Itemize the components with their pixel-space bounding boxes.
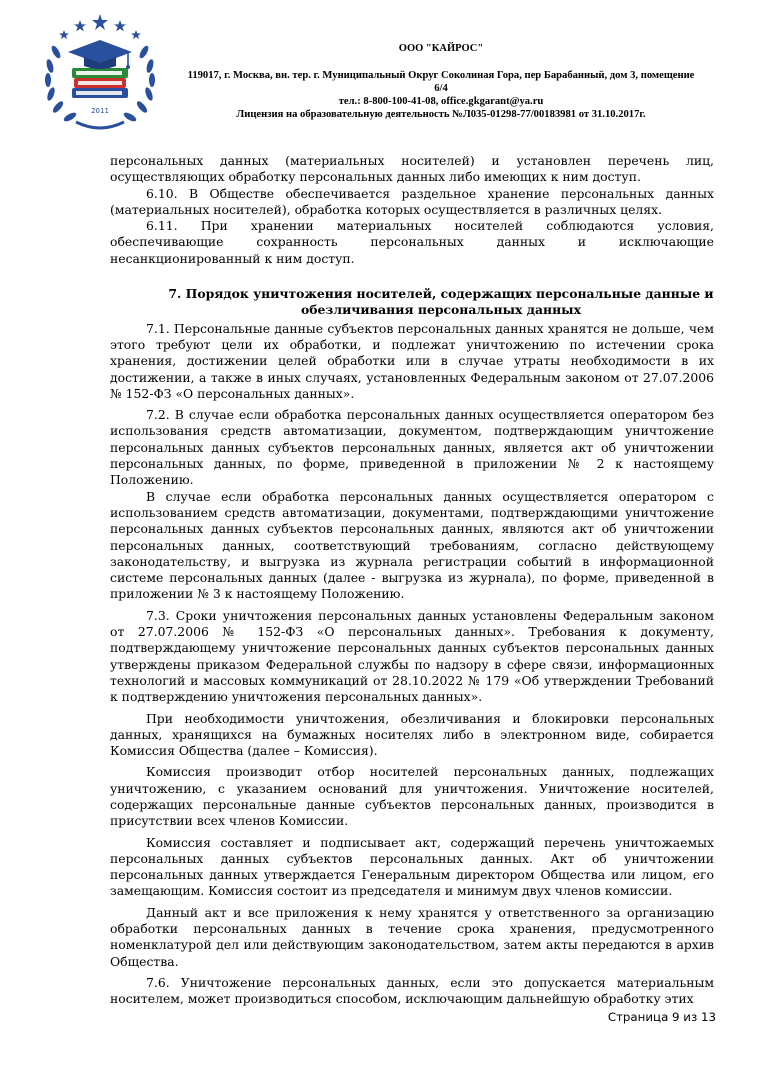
company-contacts: тел.: 8-800-100-41-08, office.gkgarant@ya.ru <box>338 96 544 107</box>
section-title-line-1: 7. Порядок уничтожения носителей, содержащих персональные данные и <box>168 286 714 302</box>
school-logo <box>36 12 164 136</box>
paragraph-7-3: 7.3. Сроки уничтожения персональных данных установлены Федеральным законом от 27.07.2006 № 152-ФЗ «О персональных данных». Требования к документу, подтверждающему уничтожение персональных данных субъектов персональных данных утверждены приказом Федеральной службы по надзору в сфере связи, информационных технологий и массовых коммуникаций от 28.10.2022 № 179 «Об утверждении Требований к подтверждению уничтожения персональных данных». <box>110 607 714 705</box>
paragraph-6-11: 6.11. При хранении материальных носителей соблюдаются условия, обеспечивающие сохранность персональных данных и исключающие несанкционированный к ним доступ. <box>110 218 714 266</box>
paragraph-continuation: персональных данных (материальных носителей) и установлен перечень лиц, осуществляющих обработку персональных данных либо имеющих к ним доступ. <box>110 153 714 185</box>
books-icon <box>72 68 128 98</box>
paragraph-commission: При необходимости уничтожения, обезличивания и блокировки персональных данных, хранящихся на бумажных носителях либо в электронном виде, собирается Комиссия Общества (далее – Комиссия). <box>110 710 714 759</box>
paragraph-7-2: 7.2. В случае если обработка персональных данных осуществляется оператором без использования средств автоматизации, документом, подтверждающим уничтожение персональных данных субъектов персональных данных, является акт об уничтожении персональных данных, по форме, приведенной в приложении № 2 к настоящему Положению. <box>110 407 714 488</box>
paragraph-selection: Комиссия производит отбор носителей персональных данных, подлежащих уничтожению, с указанием оснований для уничтожения. Уничтожение носителей, содержащих персональные данные субъектов персональных данных, производится в присутствии всех членов Комиссии. <box>110 764 714 829</box>
paragraph-storage: Данный акт и все приложения к нему хранятся у ответственного за организацию обработки персональных данных в течение срока хранения, предусмотренного номенклатурой дел или действующим законодательством, затем акты передаются в архив Общества. <box>110 904 714 969</box>
document-body <box>110 153 714 1008</box>
section-title-line-2: обезличивания персональных данных <box>301 302 581 318</box>
paragraph-7-2-automation: В случае если обработка персональных данных осуществляется оператором с использованием средств автоматизации, документами, подтверждающими уничтожение персональных данных субъектов персональных данных, являются акт об уничтожении персональных данных, соответствующий требованиям, согласно действующему законодательству, и выгрузка из журнала регистрации событий в информационной системе персональных данных (далее - выгрузка из журнала), по форме, приведенной в приложении № 3 к настоящему Положению. <box>110 488 714 602</box>
page-number: Страница 9 из 13 <box>607 1010 716 1024</box>
logo-year: 2011 <box>91 107 109 115</box>
company-name: ООО "КАЙРОС" <box>398 43 484 54</box>
graduation-cap-icon <box>68 40 132 69</box>
paragraph-7-6: 7.6. Уничтожение персональных данных, если это допускается материальным носителем, может производиться способом, исключающим дальнейшую обработку этих <box>110 974 714 1007</box>
company-license: Лицензия на образовательную деятельность №Л035-01298-77/00183981 от 31.10.2017г. <box>236 109 646 120</box>
letterhead <box>186 42 696 121</box>
paragraph-act: Комиссия составляет и подписывает акт, содержащий перечень уничтожаемых персональных данных субъектов персональных данных. Акт об уничтожении персональных данных утверждается Генеральным директором Общества или лицом, его замещающим. Комиссия состоит из председателя и минимум двух членов комиссии. <box>110 834 714 899</box>
company-address: 119017, г. Москва, вн. тер. г. Муниципальный Округ Соколиная Гора, пер Барабанный, дом 3, помещение 6/4 <box>187 70 695 94</box>
section-title <box>110 286 714 319</box>
stars-icon <box>59 14 141 39</box>
paragraph-7-1: 7.1. Персональные данные субъектов персональных данных хранятся не дольше, чем этого требуют цели их обработки, и подлежат уничтожению по истечении срока хранения, достижении целей обработки или в случае утраты необходимости в их достижении, а также в иных случаях, установленных Федеральным законом от 27.07.2006 № 152-ФЗ «О персональных данных». <box>110 320 714 401</box>
paragraph-6-10: 6.10. В Обществе обеспечивается раздельное хранение персональных данных (материальных носителей), обработка которых осуществляется в различных целях. <box>110 185 714 217</box>
